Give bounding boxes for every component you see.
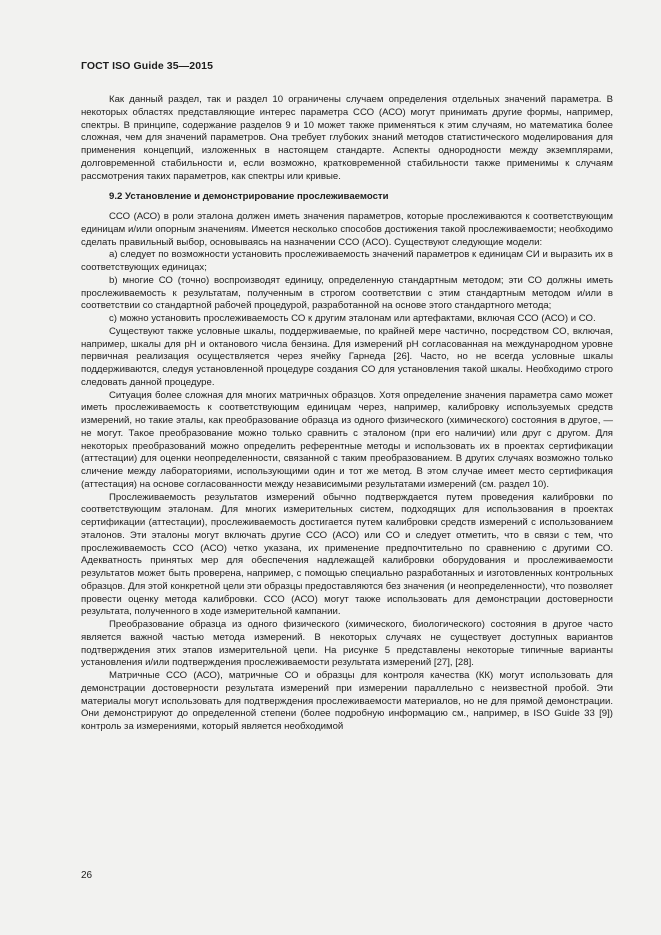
- paragraph-intro: Как данный раздел, так и раздел 10 ограничены случаем определения отдельных значений параметра. В некоторых областях представляющие интерес параметра ССО (АСО) могут принимать другие формы, например, спектры. В принципе, содержание разделов 9 и 10 может также применяться к этим случаям, но математика более сложная, чем для значений параметров. Она требует глубоких знаний методов статистического моделирования для применения концепций, изложенных в настоящем стандарте. Аспекты однородности между экземплярами, долговременной стабильности и, если возможно, кратковременной стабильности также применимы к случаям рассмотрения таких параметров, как спектры или кривые.: [81, 94, 613, 182]
- page-number: 26: [81, 870, 93, 881]
- list-item-c: c) можно установить прослеживаемость СО к другим эталонам или артефактами, включая ССО (АСО) и СО.: [109, 313, 596, 324]
- list-item-a: a) следует по возможности установить прослеживаемость значений параметров к единицам СИ и выразить их в соответствующих единицах;: [81, 249, 613, 273]
- paragraph: ССО (АСО) в роли эталона должен иметь значения параметров, которые прослеживаются к соответствующим единицам и/или опорным значениям. Имеется несколько способов достижения такой прослеживаемости; необходимо сделать правильный выбор, основываясь на назначении ССО (АСО). Существуют следующие модели:: [81, 211, 613, 248]
- paragraph: Преобразование образца из одного физического (химического, биологического) состояния в другое часто является важной частью метода измерений. В некоторых случаях не существует доступных вариантов подтверждения этих этапов измерительной цепи. На рисунке 5 представлены некоторые типичные варианты установления и/или подтверждения прослеживаемости результата измерений [27], [28].: [81, 619, 613, 669]
- list-item-b: b) многие СО (точно) воспроизводят единицу, определенную стандартным методом; эти СО должны иметь прослеживаемость к результатам, полученным в строгом соответствии с этим стандартным методом и/или в соответствии со стандартной рабочей процедурой, разработанной на основе этого стандартного метода;: [81, 274, 613, 312]
- document-body: [81, 94, 613, 734]
- paragraph: Ситуация более сложная для многих матричных образцов. Хотя определение значения параметра само может иметь прослеживаемость к соответствующим единицам через, например, калибровку используемых средств измерений, но такие эталы, как преобразование образца из одного физического (химического) состояния в другое, — не могут. Такое преобразование можно только сравнить с эталоном (при его наличии) или друг с другом. Для некоторых преобразований можно определить референтные методы и использовать их в проектах сертификации (аттестации) для оценки неопределенности, связанной с таким преобразованием. В других случаях возможно только сличение между лабораториями, использующими один и тот же метод. В этом случае имеет место сертификация (аттестация) на основе согласованности между независимыми результатами измерений (см. раздел 10).: [81, 389, 613, 490]
- paragraph: Прослеживаемость результатов измерений обычно подтверждается путем проведения калибровки по соответствующим эталонам. Для многих измерительных систем, подходящих для использования в проектах сертификации (аттестации), прослеживаемость достигается путем калибровки средств измерений с использованием эталонов. Эти эталоны могут включать другие ССО (АСО) или СО и следует отметить, что в связи с тем, что прослеживаемость ССО (АСО) четко указана, их применение предпочтительно по сравнению с другими СО. Адекватность принятых мер для обеспечения надлежащей калибровки оборудования и прослеживаемости результатов может быть проверена, например, с помощью специально разработанных и изготовленных контрольных образцов. Для этой конкретной цели эти образцы предоставляются без значения (и неопределенности), что позволяет провести оценку метода калибровки. ССО (АСО) могут также использовать для демонстрации достоверности результата, полученного в ходе измерительной кампании.: [81, 491, 613, 618]
- document-header: ГОСТ ISO Guide 35—2015: [81, 60, 214, 72]
- section-heading-9-2: 9.2 Установление и демонстрирование прослеживаемости: [109, 191, 389, 203]
- paragraph: Существуют также условные шкалы, поддерживаемые, по крайней мере частично, посредством СО, включая, например, шкалы для pH и октанового числа бензина. Для измерений pH согласованная на международном уровне первичная реализация осуществляется через ячейку Гарнеда [26]. Часто, но не всегда условные шкалы поддерживаются, следуя установленной процедуре создания СО для установления такой шкалы. Необходимо строго следовать данной процедуре.: [81, 325, 613, 388]
- paragraph: Матричные ССО (АСО), матричные СО и образцы для контроля качества (КК) могут использовать для демонстрации достоверности результата измерений при измерении параллельно с неизвестной пробой. Эти материалы могут использовать для подтверждения прослеживаемости материалов, но не для прямой демонстрации. Они демонстрируют до определенной степени (более подробную информацию см., например, в ISO Guide 33 [9]) контроль за измерениями, который является необходимой: [81, 670, 613, 732]
